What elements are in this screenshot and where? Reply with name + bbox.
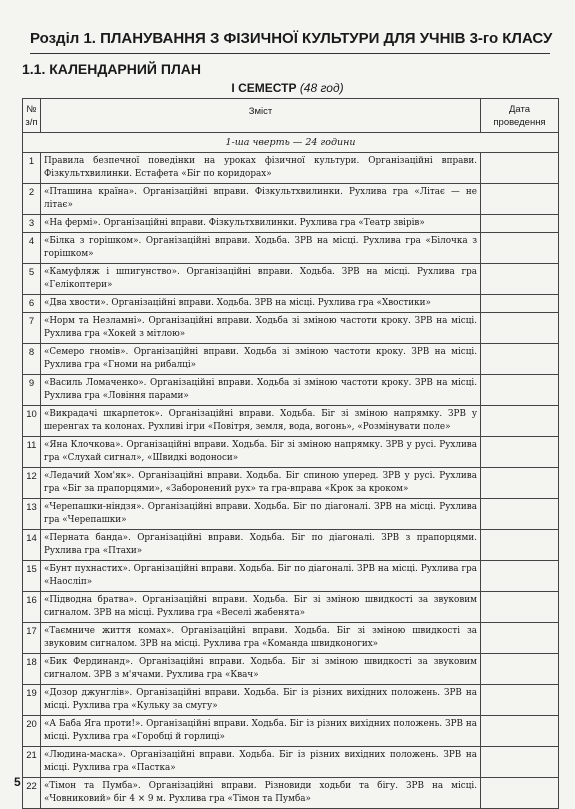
lesson-content: «А Баба Яга проти!». Організаційні вправи. Ходьба. Біг із різних вихідних положень. ЗРВ на місці. Рухлива гра «Горобці й горлиці» <box>41 716 481 747</box>
quarter-label: 1-ша чверть — 24 години <box>23 133 559 153</box>
table-row <box>23 313 559 344</box>
table-row <box>23 437 559 468</box>
lesson-date-cell <box>481 685 559 716</box>
lesson-content: «Викрадачі шкарпеток». Організаційні вправи. Ходьба. Біг зі зміною напрямку. ЗРВ у шеренгах та колонах. Рухливі ігри «Повітря, земля, вода, вогонь», «Розмінувати поле» <box>41 406 481 437</box>
table-row <box>23 530 559 561</box>
lesson-date-cell <box>481 406 559 437</box>
semester-hours: (48 год) <box>299 81 344 95</box>
quarter-row <box>23 133 559 153</box>
lesson-number: 21 <box>23 747 41 778</box>
lesson-date-cell <box>481 530 559 561</box>
lesson-content: «Білка з горішком». Організаційні вправи. Ходьба. ЗРВ на місці. Рухлива гра «Білочка з горішком» <box>41 233 481 264</box>
lesson-date-cell <box>481 153 559 184</box>
lesson-date-cell <box>481 778 559 809</box>
table-row <box>23 295 559 313</box>
lesson-date-cell <box>481 233 559 264</box>
lesson-date-cell <box>481 499 559 530</box>
lesson-content: «Дозор джунглів». Організаційні вправи. Ходьба. Біг із різних вихідних положень. ЗРВ на місці. Рухлива гра «Кульку за смугу» <box>41 685 481 716</box>
header-number: № з/п <box>23 99 41 133</box>
lesson-content: «Пташина країна». Організаційні вправи. Фізкультхвилинки. Рухлива гра «Літає — не літає» <box>41 184 481 215</box>
table-row <box>23 747 559 778</box>
lesson-number: 18 <box>23 654 41 685</box>
table-row <box>23 592 559 623</box>
lesson-date-cell <box>481 264 559 295</box>
lesson-number: 8 <box>23 344 41 375</box>
table-row <box>23 561 559 592</box>
lesson-date-cell <box>481 747 559 778</box>
lesson-number: 6 <box>23 295 41 313</box>
lesson-content: «Тімон та Пумба». Організаційні вправи. Різновиди ходьби та бігу. ЗРВ на місці. «Човниковий» біг 4 × 9 м. Рухлива гра «Тімон та Пумба» <box>41 778 481 809</box>
lesson-content: «Черепашки-ніндзя». Організаційні вправи. Ходьба. Біг по діагоналі. ЗРВ на місці. Рухлива гра «Черепашки» <box>41 499 481 530</box>
table-row <box>23 685 559 716</box>
table-row <box>23 778 559 809</box>
lesson-content: «Яна Клочкова». Організаційні вправи. Ходьба. Біг зі зміною напрямку. ЗРВ у русі. Рухлива гра «Слухай сигнал», «Швидкі водоноси» <box>41 437 481 468</box>
lesson-number: 14 <box>23 530 41 561</box>
lesson-number: 13 <box>23 499 41 530</box>
lesson-content: «Бунт пухнастих». Організаційні вправи. Ходьба. Біг по діагоналі. ЗРВ на місці. Рухлива гра «Наосліп» <box>41 561 481 592</box>
table-row <box>23 215 559 233</box>
lesson-date-cell <box>481 295 559 313</box>
lesson-content: «Таємниче життя комах». Організаційні вправи. Ходьба. Біг зі зміною швидкості за звуковим сигналом. ЗРВ на місці. Рухлива гра «Команда швидконогих» <box>41 623 481 654</box>
lesson-date-cell <box>481 592 559 623</box>
header-date: Дата проведення <box>481 99 559 133</box>
lesson-content: «Бик Фердинанд». Організаційні вправи. Ходьба. Біг зі зміною швидкості за звуковим сигналом. ЗРВ з м'ячами. Рухлива гра «Квач» <box>41 654 481 685</box>
header-content: Зміст <box>41 99 481 133</box>
lesson-number: 10 <box>23 406 41 437</box>
page-number: 5 <box>14 775 21 789</box>
lesson-content: «Перната банда». Організаційні вправи. Ходьба. Біг по діагоналі. ЗРВ з прапорцями. Рухлива гра «Птахи» <box>41 530 481 561</box>
semester-heading <box>0 81 575 95</box>
lesson-date-cell <box>481 184 559 215</box>
table-row <box>23 344 559 375</box>
table-row <box>23 264 559 295</box>
lesson-date-cell <box>481 561 559 592</box>
lesson-number: 22 <box>23 778 41 809</box>
lesson-number: 4 <box>23 233 41 264</box>
lesson-number: 11 <box>23 437 41 468</box>
lesson-date-cell <box>481 375 559 406</box>
calendar-plan-table <box>22 98 559 809</box>
lesson-content: «Семеро гномів». Організаційні вправи. Ходьба зі зміною частоти кроку. ЗРВ на місці. Рухлива гра «Гноми на рибалці» <box>41 344 481 375</box>
lesson-content: «Василь Ломаченко». Організаційні вправи. Ходьба зі зміною частоти кроку. ЗРВ на місці. Рухлива гра «Ловіння парами» <box>41 375 481 406</box>
lesson-content: «Норм та Незламні». Організаційні вправи. Ходьба зі зміною частоти кроку. ЗРВ на місці. Рухлива гра «Хокей з мітлою» <box>41 313 481 344</box>
lesson-number: 19 <box>23 685 41 716</box>
lesson-content: «Ледачий Хом'як». Організаційні вправи. Ходьба. Біг спиною уперед. ЗРВ у русі. Рухлива гра «Біг за прапорцями», «Заборонений рух» та гра-вправа «Крок за кроком» <box>41 468 481 499</box>
table-row <box>23 716 559 747</box>
lesson-content: Правила безпечної поведінки на уроках фізичної культури. Організаційні вправи. Фізкультхвилинки. Естафета «Біг по коридорах» <box>41 153 481 184</box>
lesson-date-cell <box>481 468 559 499</box>
table-row <box>23 623 559 654</box>
lesson-date-cell <box>481 313 559 344</box>
lesson-content: «Підводна братва». Організаційні вправи. Ходьба. Біг зі зміною швидкості за звуковим сигналом. ЗРВ на місці. Рухлива гра «Веселі жабенята» <box>41 592 481 623</box>
lesson-content: «Людина-маска». Організаційні вправи. Ходьба. Біг із різних вихідних положень. ЗРВ на місці. Рухлива гра «Пастка» <box>41 747 481 778</box>
lesson-date-cell <box>481 623 559 654</box>
lesson-number: 2 <box>23 184 41 215</box>
lesson-number: 3 <box>23 215 41 233</box>
table-row <box>23 468 559 499</box>
lesson-content: «На фермі». Організаційні вправи. Фізкультхвилинки. Рухлива гра «Театр звірів» <box>41 215 481 233</box>
lesson-number: 1 <box>23 153 41 184</box>
lesson-date-cell <box>481 716 559 747</box>
lesson-date-cell <box>481 654 559 685</box>
semester-name: І СЕМЕСТР <box>231 81 297 95</box>
lesson-number: 15 <box>23 561 41 592</box>
lesson-number: 17 <box>23 623 41 654</box>
lesson-content: «Два хвости». Організаційні вправи. Ходьба. ЗРВ на місці. Рухлива гра «Хвостики» <box>41 295 481 313</box>
lesson-number: 16 <box>23 592 41 623</box>
lesson-content: «Камуфляж і шпигунство». Організаційні вправи. Ходьба. ЗРВ на місці. Рухлива гра «Гелікоптери» <box>41 264 481 295</box>
lesson-number: 12 <box>23 468 41 499</box>
lesson-date-cell <box>481 437 559 468</box>
table-header-row <box>23 99 559 133</box>
lesson-number: 20 <box>23 716 41 747</box>
table-row <box>23 233 559 264</box>
lesson-number: 5 <box>23 264 41 295</box>
lesson-number: 9 <box>23 375 41 406</box>
lesson-number: 7 <box>23 313 41 344</box>
table-row <box>23 153 559 184</box>
lesson-date-cell <box>481 215 559 233</box>
table-row <box>23 375 559 406</box>
table-row <box>23 654 559 685</box>
subsection-title: 1.1. КАЛЕНДАРНИЙ ПЛАН <box>22 61 201 77</box>
section-title: Розділ 1. ПЛАНУВАННЯ З ФІЗИЧНОЇ КУЛЬТУРИ ДЛЯ УЧНІВ 3-го КЛАСУ <box>30 30 550 54</box>
table-row <box>23 406 559 437</box>
lesson-date-cell <box>481 344 559 375</box>
table-row <box>23 499 559 530</box>
table-row <box>23 184 559 215</box>
